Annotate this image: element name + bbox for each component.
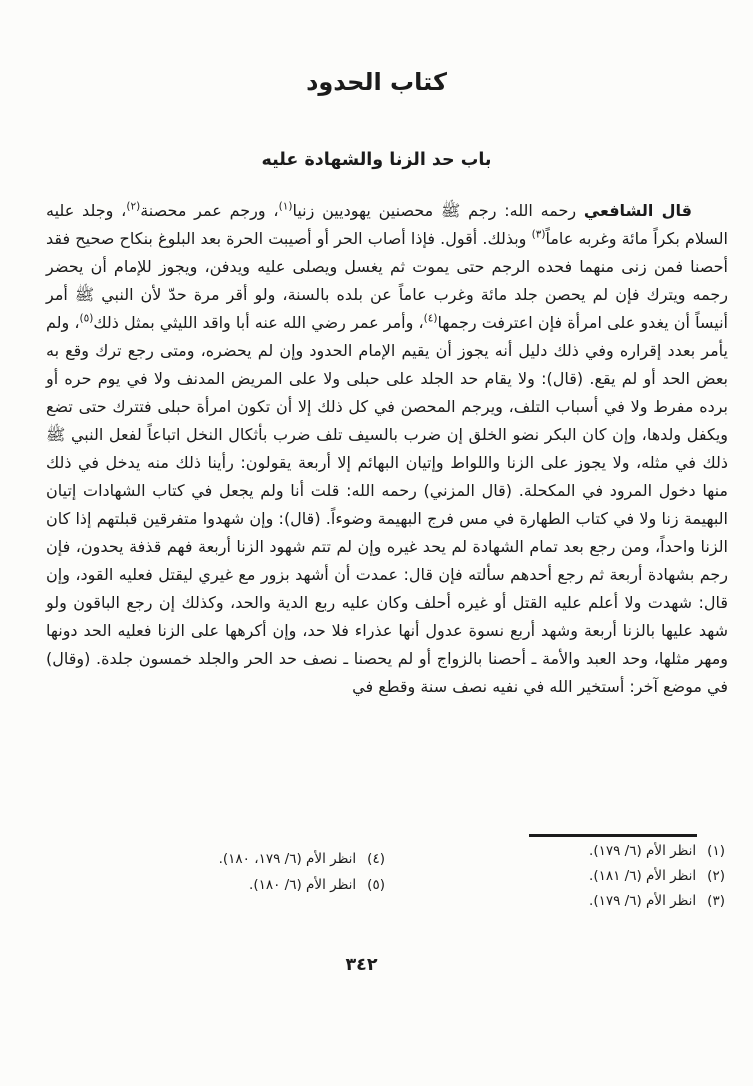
footnote-ref-1: (١) bbox=[278, 200, 293, 213]
body-text-segment: ، ورجم عمر محصنة bbox=[140, 201, 279, 220]
footnote-number: (٣) bbox=[707, 893, 725, 909]
chapter-title: باب حد الزنا والشهادة عليه bbox=[261, 150, 492, 170]
body-text-segment: ، ولم يأمر بعدد إقراره وفي ذلك دليل أنه يجوز أن يقيم الإمام الحدود وإن لم يحضره، ومتى رجع ترك وقع به بعض الحد أو لم يقع. (قال): ولا يقام حد الجلد على حبلى ولا على المريض المدنف ولا في يوم حره أو برده مفرط ولا في أسباب التلف، ويرجم المحصن في كل ذلك إلا أن تكون امرأة حبلى فتترك حتى تضع ويكفل ولدها، وإن كان البكر نضو الخلق إن ضرب بالسيف تلف ضرب بأثكال النخل اتباعاً لفعل النبي ﷺ ذلك في مثله، ولا يجوز على الزنا واللواط وإتيان البهائم إلا أربعة يقولون: رأينا ذلك منه يدخل في ذلك منها دخول المرود في المكحلة. (قال المزني) رحمه الله: قلت أنا ولم يجعل في كتاب الشهادات إتيان البهيمة زنا ولا في كتاب الطهارة في مس فرج البهيمة وضوءاً. (قال): وإن شهدوا متفرقين قبلتهم إذا كان الزنا واحداً، ومن رجع بعد تمام الشهادة لم يحد غيره وإن لم تتم شهود الزنا أربعة فهم قذفة يحدون، فإن رجم بشهادة أربعة ثم رجع أحدهم سألته فإن قال: عمدت أن أشهد بزور مع غيري ليقتل فعليه القود، وإن قال: شهدت ولا أعلم عليه القتل أو غيره أحلف وكان عليه ربع الدية والحد، وكذلك إن رجع الباقون ولو شهد عليها بالزنا أربعة وشهد أربع نسوة عدول أنها عذراء فلا حد، وإن أكرهها على الزنا فعليه الحد دونها ومهر مثلها، وحد العبد والأمة ـ أحصنا بالزواج أو لم يحصنا ـ نصف حد الحر والجلد خمسون جلدة. (وقال) في موضع آخر: أستخير الله في نفيه نصف سنة وقطع في bbox=[46, 313, 728, 696]
footnote-item-4 bbox=[100, 851, 385, 867]
page-number: ٣٤٢ bbox=[345, 955, 378, 975]
footnote-item-5 bbox=[100, 877, 385, 893]
footnote-text: انظر الأم (٦/ ١٨١). bbox=[589, 868, 697, 884]
footnote-ref-3: (٣) bbox=[531, 228, 546, 241]
body-text-segment: ، وأمر عمر رضي الله عنه أبا واقد الليثي بمثل ذلك bbox=[93, 313, 424, 332]
speaker-name: قال الشافعي bbox=[583, 201, 692, 220]
footnote-number: (٥) bbox=[367, 877, 385, 893]
footnote-text: انظر الأم (٦/ ١٧٩، ١٨٠). bbox=[218, 851, 357, 867]
footnote-item-2 bbox=[503, 868, 725, 884]
footnote-item-1 bbox=[503, 843, 725, 859]
footnote-number: (٢) bbox=[707, 868, 725, 884]
body-text-segment: وبذلك. أقول. فإذا أصاب الحر أو أصيبت الحرة بعد البلوغ بنكاح صحيح فقد أحصنا فمن زنى منهما فحده الرجم حتى يموت ثم يغسل ويصلى عليه ويدفن، ويجوز للإمام أن يحضر رجمه ويترك فإن لم يحصن جلد مائة وغرب عاماً عن بلده بالسنة، ولو أقر مرة حدّ لأن النبي ﷺ أمر أنيساً أن يغدو على امرأة فإن اعترفت رجمها bbox=[46, 229, 729, 332]
footnote-ref-5: (٥) bbox=[79, 312, 94, 325]
book-title: كتاب الحدود bbox=[306, 68, 447, 96]
footnotes-right-column bbox=[503, 843, 725, 918]
footnote-number: (١) bbox=[707, 843, 725, 859]
footnote-separator bbox=[529, 834, 697, 837]
footnote-ref-4: (٤) bbox=[423, 312, 438, 325]
body-text-segment: ، وجلد عليه السلام بكراً مائة وغربه عاماً bbox=[46, 201, 729, 248]
body-text-segment: رحمه الله: رجم ﷺ محصنين يهوديين زنيا bbox=[292, 201, 584, 220]
footnote-ref-2: (٢) bbox=[126, 200, 141, 213]
footnote-text: انظر الأم (٦/ ١٨٠). bbox=[249, 877, 357, 893]
footnote-text: انظر الأم (٦/ ١٧٩). bbox=[589, 843, 697, 859]
footnote-text: انظر الأم (٦/ ١٧٩). bbox=[589, 893, 697, 909]
body-paragraph bbox=[46, 197, 728, 701]
footnote-number: (٤) bbox=[367, 851, 385, 867]
footnote-item-3 bbox=[503, 893, 725, 909]
footnotes-left-column bbox=[100, 851, 385, 903]
